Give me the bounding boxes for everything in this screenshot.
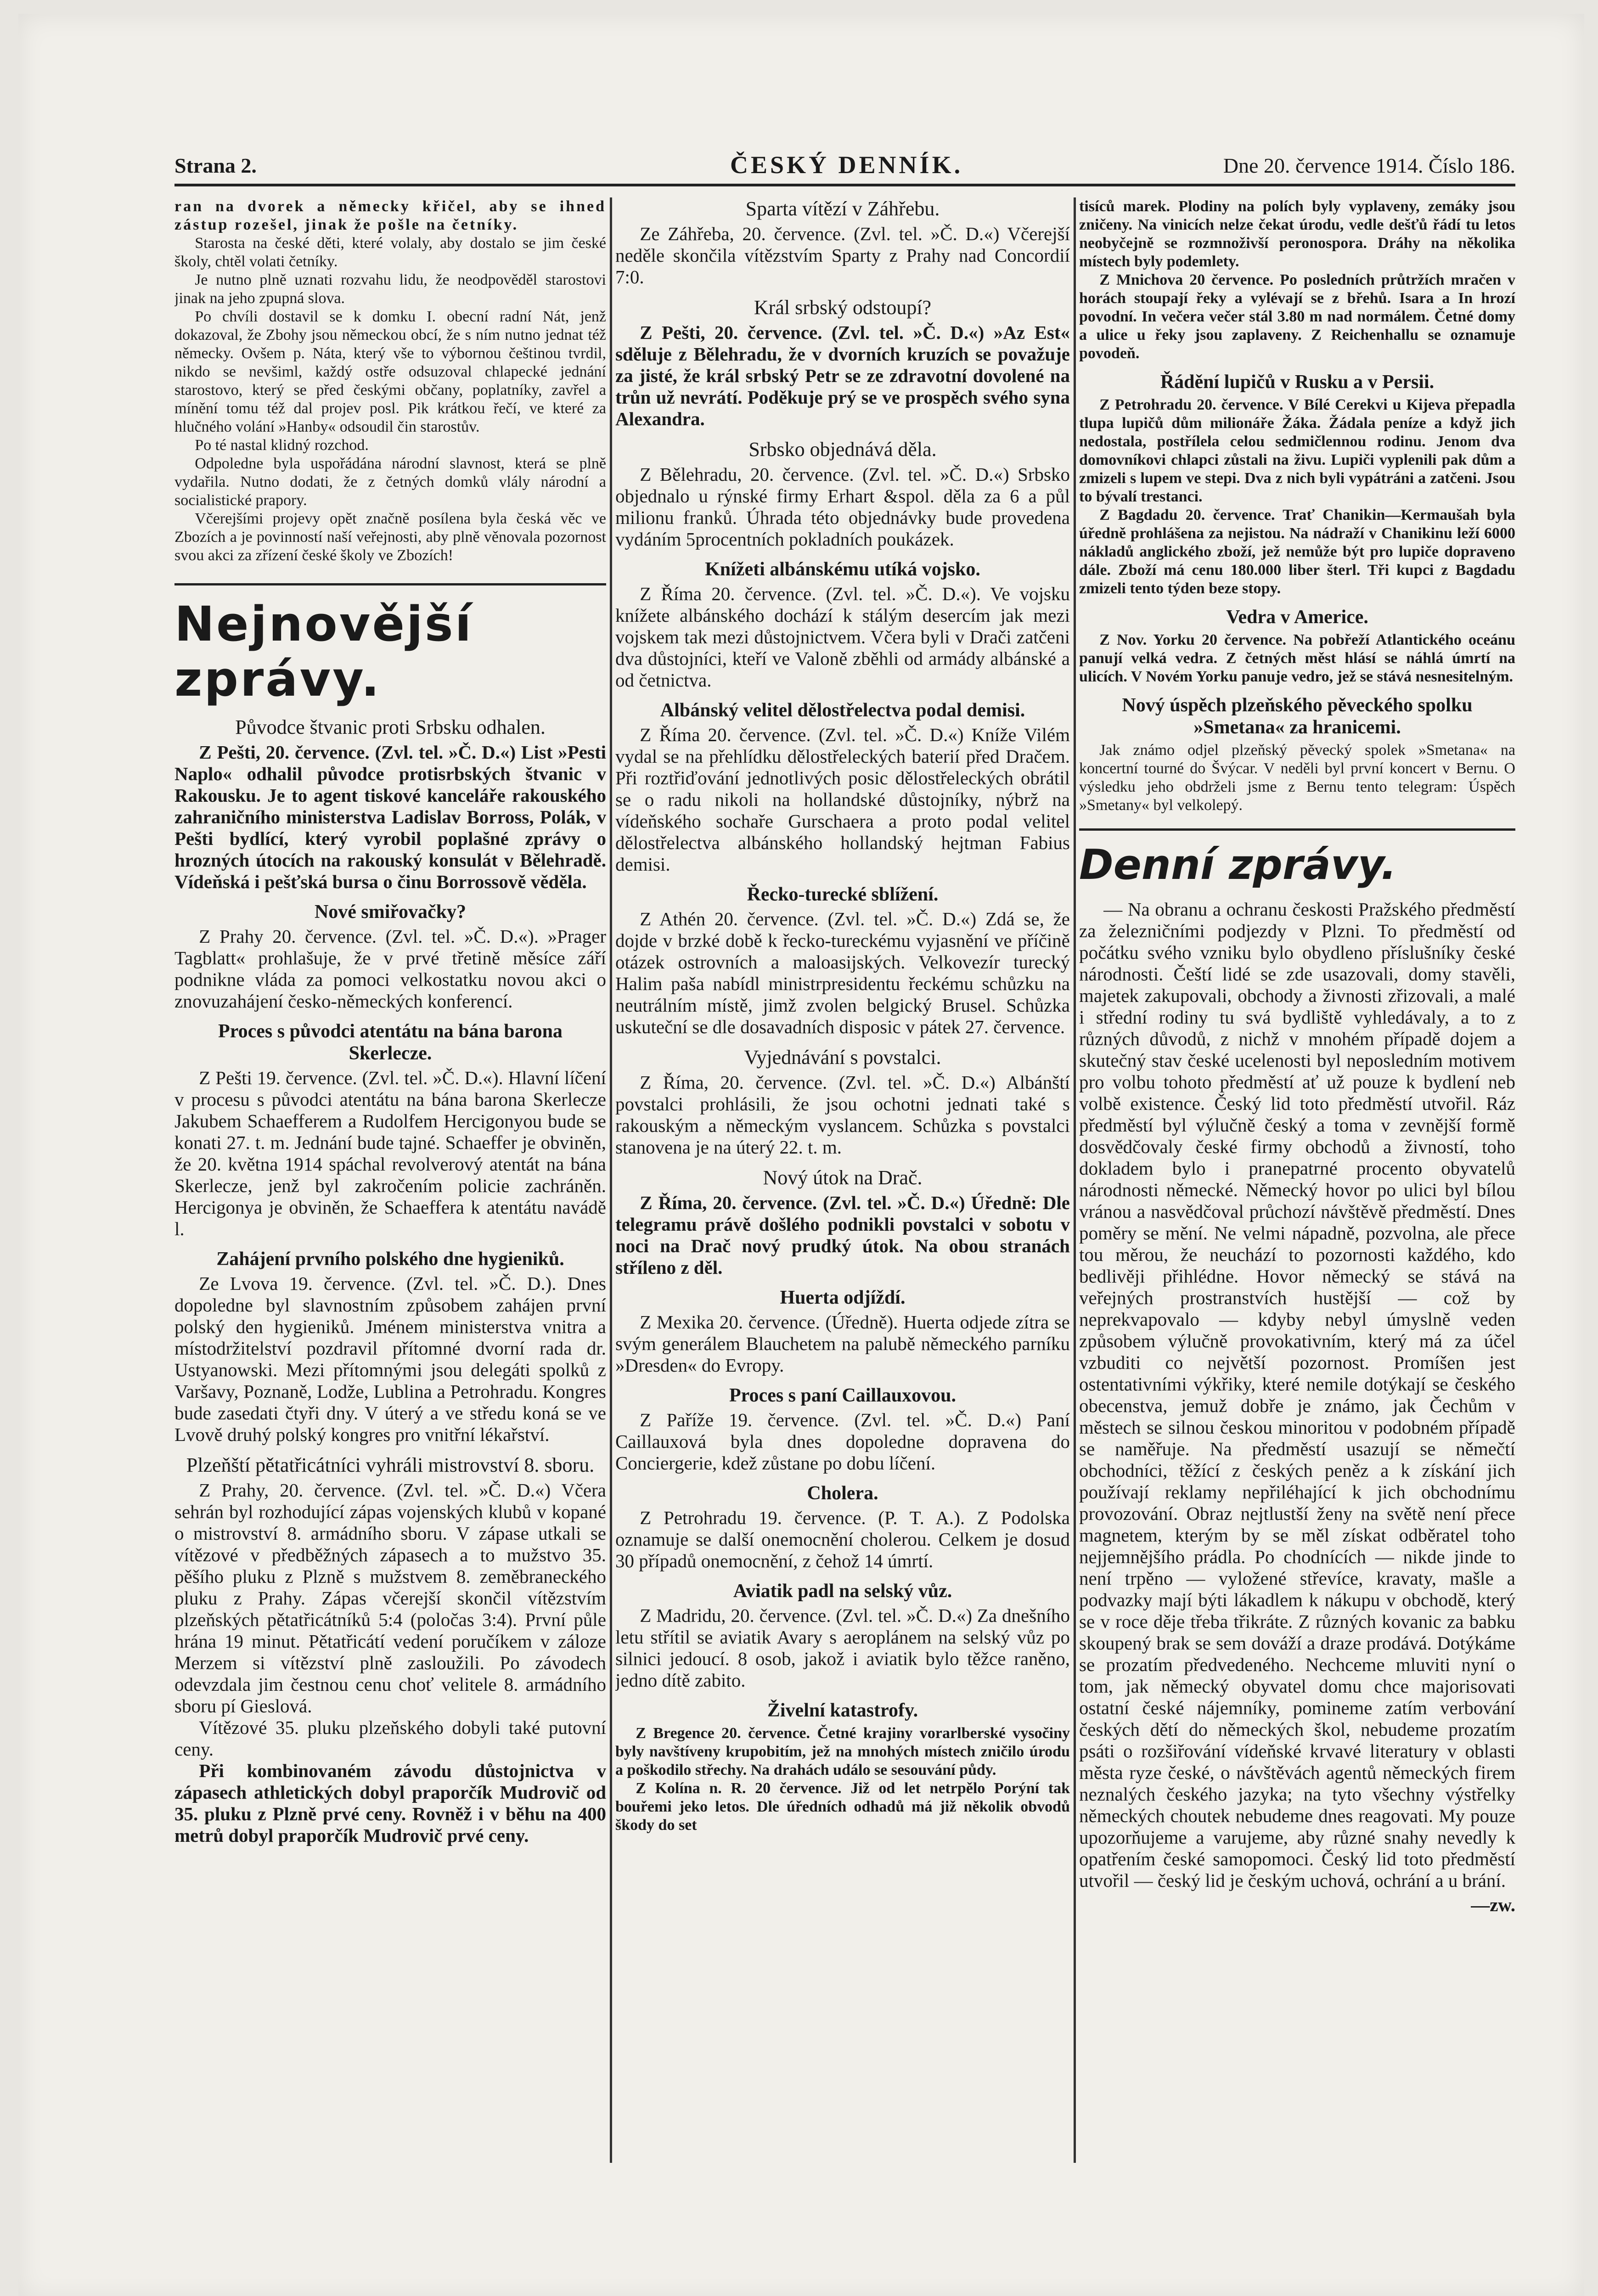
article-paragraph: Po té nastal klidný rozchod. xyxy=(195,437,369,454)
article-paragraph: Starosta na české děti, které volaly, aby dostalo se jim české školy, chtěl volati četníky. xyxy=(174,235,606,270)
article-paragraph: tisíců marek. Plodiny na polích byly vyplaveny, zemáky jsou zničeny. Na vinicích nelze čekat úrodu, vedle dešťů řádí tu letos neobyčejně se rozmnoživší peronospora. Dráhy na několika místech byly podemlety. xyxy=(1079,198,1515,270)
article-headline: Řecko-turecké sblížení. xyxy=(747,884,939,905)
article-paragraph: Je nutno plně uznati rozvahu lidu, že neodpověděl starostovi jinak na jeho zpupná slova. xyxy=(174,271,606,307)
column-2 xyxy=(615,197,1070,2172)
article-paragraph: Z Petrohradu 19. července. (P. T. A.). Z Podolska oznamuje se další onemocnění cholerou. Celkem je dosud 30 případů onemocnění, z čehož 14 úmrtí. xyxy=(615,1507,1070,1571)
column-divider xyxy=(1074,197,1076,2163)
article-headline: Původce štvanic proti Srbsku odhalen. xyxy=(235,716,546,738)
article-paragraph: Z Petrohradu 20. července. V Bílé Cerekvi u Kijeva přepadla tlupa lupičů dům milionáře Žáka. Žádala peníze a když jich nedostala, postřílela celou sedmičlennou rodinu. Jenom dva domovníkovi chlapci zůstali na živu. Lupiči vyplenili pak dům a zmizeli s lupem ve stepi. Dva z nich byli vypátráni a zatčeni. Jsou to bývalí trestanci. xyxy=(1079,396,1515,505)
article-headline: Albánský velitel dělostřelectva podal demisi. xyxy=(660,700,1025,721)
article-paragraph: — Na obranu a ochranu českosti Pražského předměstí za železničními podjezdy v Plzni. To předměstí od počátku svého vzniku bylo obydleno příslušníky české národnosti. Čeští lidé se zde usazovali, domy stavěli, majetek zakupovali, obchody a živnosti zřizovali, a malé i střední rodiny tu svá bydliště vyhledávaly, a to z různých důvodů, z nichž v mnohém případě dojem a skutečný stav české ucelenosti byl neposledním motivem pro volbu tohoto předměstí ať už pouze k bydlení neb volbě existence. Český lid toto předměstí utvořil. Ráz předměstí byl výlučně český a toma v zevnější formě dosvědčovaly české firmy obchodů a živností, toho dokladem bylo i pranepatrné procento obyvatelů národnosti německé. Německý hovor po ulici byl bílou vránou a nasvědčoval průchozí návštěvě předměstí. Dnes poměry se mění. Ne velmi nápadně, pozvolna, ale přece tou měrou, že neuchází to pozornosti každého, kdo bedlivěji přihlédne. Hovor německý se stává na veřejných prostranstvích hustější — což by neprekvapovalo — kdyby nebyl úmyslně veden způsobem výlučně provokativním, který má za účel vzbuditi co největší pozornost. Promíšen jest ostentativními výkřiky, které nemile dotýkají se českého obecenstva, jemuž dobře je známo, jak Čechům v městech se silnou českou minoritou v podobném případě se naměřuje. Na předměstí usazují se němečtí obchodníci, těžící z českých peněz a k získání jich používají reklamy nepřiléhající k jich obchodnímu provozování. Obraz nejtlustší ženy na světě není přece magnetem, kterým by se měl získat odběratel toho nejjemnějšího prádla. Po chodnících — nikde jinde to není trpěno — vyložené střevíce, kravaty, mašle a podvazky mají býti lákadlem k nákupu v obchodě, který se v roce děje třeba třikráte. Z různých kovanic za babku skoupený brak se sem dováží a draze prodává. Dotýkáme se prozatím předvedeného. Nechceme mluviti nyní o tom, jak německý obyvatel domu chce majorisovati ostatní české nájemníky, pomineme zatím verbování českých dětí do německých škol, nebudeme prozatím psáti o rozšiřování vídeňské krvavé literatury v oblasti města ryze české, o návštěvách agentů německých firem neznalých českého jazyka; na tyto všechny výstřelky německých choutek nebudeme dnes reagovati. My pouze upozorňujeme a varujeme, aby různé snahy nevedly k opatřením české samopomoci. Český lid toto předměstí utvořil — český lid je českým uchová, ochrání a u brání. xyxy=(1079,899,1515,1891)
article-headline: Vyjednávání s povstalci. xyxy=(744,1046,941,1069)
article-paragraph: Z Kolína n. R. 20 července. Již od let netrpělo Porýní tak bouřemi jeko letos. Dle úředních odhadů má již několik obvodů škody do set xyxy=(615,1780,1070,1834)
author-signature: —zw. xyxy=(1471,1894,1515,1915)
article-headline: Proces s původci atentátu na bána barona Skerlecze. xyxy=(218,1021,563,1064)
article-headline: Zahájení prvního polského dne hygieniků. xyxy=(216,1249,564,1270)
article-paragraph: Z Říma, 20. července. (Zvl. tel. »Č. D.«) Úředně: Dle telegramu právě došlého podnikli povstalci v sobotu v noci na Drač nový prudký útok. Na obou stranách stříleno z děl. xyxy=(615,1192,1070,1278)
article-paragraph: Ze Záhřeba, 20. července. (Zvl. tel. »Č. D.«) Včerejší neděle skončila vítězstvím Sparty z Prahy nad Concordií 7:0. xyxy=(615,223,1070,287)
article-paragraph: Z Pešti, 20. července. (Zvl. tel. »Č. D.«) »Az Est« sděluje z Bělehradu, že v dvorních kruzích se považuje za jisté, že král srbský Petr se ze zdravotní dovolené na trůn už nevrátí. Poděkuje prý se ve prospěch svého syna Alexandra. xyxy=(615,322,1070,429)
article-headline: Plzeňští pětatřicátníci vyhráli mistrovství 8. sboru. xyxy=(186,1454,595,1476)
article-paragraph: Z Pešti 19. července. (Zvl. tel. »Č. D.«). Hlavní líčení v procesu s původci atentátu na bána barona Skerlecze Jakubem Schaefferem a Rudolfem Hercigonyou bude se konati 27. t. m. Jednání bude tajné. Schaeffer je obviněn, že 20. května 1914 spáchal revolverový atentát na bána Skerlecze, jenž byl zakročením policie zachráněn. Hercigonya je obviněn, že Schaeffera k atentátu navádě l. xyxy=(174,1067,606,1239)
article-paragraph: Z Říma, 20. července. (Zvl. tel. »Č. D.«) Albánští povstalci prohlásili, že jsou ochotni jednati také s rakouským a německým vyslancem. Schůzka s povstalci stanovena je na úterý 22. t. m. xyxy=(615,1072,1070,1158)
article-paragraph: Z Paříže 19. července. (Zvl. tel. »Č. D.«) Paní Caillauxová byla dnes dopoledne dopravena do Conciergerie, kdež zůstane po dobu líčení. xyxy=(615,1409,1070,1474)
article-headline: Král srbský odstoupí? xyxy=(754,296,932,319)
article-headline: Nový útok na Drač. xyxy=(763,1166,923,1189)
section-title-latest-news: Nejnovější zprávy. xyxy=(174,583,606,707)
article-headline: Nový úspěch plzeňského pěveckého spolku »Smetana« za hranicemi. xyxy=(1122,695,1473,738)
article-paragraph: Z Mexika 20. července. (Úředně). Huerta odjede zítra se svým generálem Blauchetem na palubě německého parníku »Dresden« do Evropy. xyxy=(615,1311,1070,1376)
article-paragraph: Při kombinovaném závodu důstojnictva v zápasech athletických dobyl praporčík Mudrovič od 35. pluku z Plzně prvé ceny. Rovněž i v běhu na 400 metrů dobyl praporčík Mudrovič prvé ceny. xyxy=(174,1760,606,1846)
article-headline: Vedra v Americe. xyxy=(1226,607,1368,628)
article-paragraph: Z Prahy 20. července. (Zvl. tel. »Č. D.«). »Prager Tagblatt« prohlašuje, že v prvé třetině měsíce září podnikne vláda za pomoci velkostatku novou akci o znovuzahájení česko-německých konferencí. xyxy=(174,926,606,1012)
newspaper-page xyxy=(18,14,1584,2296)
issue-date: Dne 20. července 1914. Číslo 186. xyxy=(1223,154,1515,177)
article-headline: Řádění lupičů v Rusku a v Persii. xyxy=(1160,371,1435,393)
article-headline: Huerta odjíždí. xyxy=(780,1287,906,1308)
article-paragraph: Z Říma 20. července. (Zvl. tel. »Č. D.«) Kníže Vilém vydal se na přehlídku dělostřeleckých baterií před Dračem. Při roztřiďování jednotlivých posic dělostřeleckých obrátil se o radu nikoli na hollandské důstojníky, nýbrž na vídeňského sochaře Gurschaera a proto podal velitel dělostřelectva albánského hollandský hejtman Fabius demisi. xyxy=(615,724,1070,875)
article-paragraph: Z Prahy, 20. července. (Zvl. tel. »Č. D.«) Včera sehrán byl rozhodující zápas vojenských klubů v kopané o mistrovství 8. armádního sboru. V zápase utkali se vítězové v předběžných zápasech a to mužstvo 35. pěšího pluku z Plzně s mužstvem 8. zeměbraneckého pluku z Prahy. Zápas včerejší skončil vítězstvím plzeňských pětatřicátníků 5:4 (poločas 3:4). První půle hrána 19 minut. Pětatřicátí vedení poručíkem v záloze Merzem si vítězství plně zasloužili. Po závodech odevzdala jim čestnou cenu choť velitele 8. armádního sboru pí Gieslová. xyxy=(174,1480,606,1716)
article-headline: Knížeti albánskému utíká vojsko. xyxy=(705,559,980,580)
column-3 xyxy=(1079,197,1515,2172)
article-headline: Aviatik padl na selský vůz. xyxy=(733,1581,952,1602)
page-number: Strana 2. xyxy=(174,154,257,177)
article-paragraph: Z Říma 20. července. (Zvl. tel. »Č. D.«). Ve vojsku knížete albánského dochází k stálým desercím jak mezi vojskem tak mezi důstojnictvem. Včera byli v Drači zatčeni dva důstojníci, kteří ve Valoně zběhli od armády albánské a od četnictva. xyxy=(615,583,1070,691)
section-title-daily-news: Denní zprávy. xyxy=(1079,828,1515,890)
article-paragraph: Z Mnichova 20 července. Po posledních průtržích mračen v horách stoupají řeky a vylévají se z břehů. Isara a In hrozí povodní. In večera večer stál 3.80 m nad normálem. Četné domy a ulice u řeky jsou zaplaveny. Z Reichenhallu se oznamuje povodeň. xyxy=(1079,271,1515,362)
article-headline: Cholera. xyxy=(807,1483,878,1504)
article-paragraph: Z Madridu, 20. července. (Zvl. tel. »Č. D.«) Za dnešního letu střítil se aviatik Avary s aeroplánem na selský vůz po silnici jedoucí. 8 osob, jakož i aviatik bylo těžce raněno, jedno dítě zabito. xyxy=(615,1605,1070,1691)
article-paragraph: Včerejšími projevy opět značně posílena byla česká věc ve Zbozích a je povinností naší veřejnosti, aby plně věnovala pozornost svou akci za zřízení české školy ve Zbozích! xyxy=(174,510,606,564)
article-headline: Proces s paní Caillauxovou. xyxy=(729,1385,956,1406)
column-divider xyxy=(610,197,612,2163)
article-paragraph: Jak známo odjel plzeňský pěvecký spolek »Smetana« na koncertní tourné do Švýcar. V neděli byl první koncert v Bernu. O výsledku jeho obdrželi jsme z Bernu tento telegram: Úspěch »Smetany« byl velkolepý. xyxy=(1079,742,1515,814)
article-paragraph: Vítězové 35. pluku plzeňského dobyli také putovní ceny. xyxy=(174,1717,606,1760)
article-paragraph: ran na dvorek a německy křičel, aby se ihned zástup rozešel, jinak že pošle na četníky. xyxy=(174,198,606,233)
page-header xyxy=(174,152,1515,186)
article-paragraph: Ze Lvova 19. července. (Zvl. tel. »Č. D.). Dnes dopoledne byl slavnostním způsobem zahájen první polský den hygieniků. Jménem ministerstva vnitra a místodržitelství pozdravil přítomné dvorní rada dr. Ustyanowski. Mezi přítomnými jsou delegáti spolků z Varšavy, Poznaně, Lodže, Lublina a Petrohradu. Kongres bude zasedati čtyři dny. V úterý a ve středu koná se ve Lvově druhý polský kongres pro vnitřní lékařství. xyxy=(174,1273,606,1445)
article-paragraph: Po chvíli dostavil se k domku I. obecní radní Nát, jenž dokazoval, že Zbohy jsou německou obcí, že s ním nutno jednat též německy. Ovšem p. Náta, který vše to výbornou češtinou tvrdil, nikdo se nevšiml, každý ostře odsuzoval chlapecké jednání starostovo, který se před českými občany, poplatníky, zavřel a mínění tomu též dal projev posl. Pik krátkou řečí, ve které za hlučného volání »Hanby« odsoudil čin starostův. xyxy=(174,308,606,435)
masthead-title: ČESKÝ DENNÍK. xyxy=(730,151,963,179)
article-headline: Sparta vítězí v Záhřebu. xyxy=(745,197,940,220)
article-paragraph: Z Athén 20. července. (Zvl. tel. »Č. D.«) Zdá se, že dojde v brzké době k řecko-tureckému vyjasnění ve příčině otázek ostrovních a maloasijských. Velkovezír turecký Halim paša nabídl ministrpresidentu řeckému schůzku na neutrálním místě, jimž zvolen belgický Brusel. Schůzka uskuteční se dle dosavadních disposic v pátek 27. července. xyxy=(615,908,1070,1037)
column-1 xyxy=(174,197,606,2172)
article-headline: Živelní katastrofy. xyxy=(767,1700,918,1721)
article-paragraph: Z Pešti, 20. července. (Zvl. tel. »Č. D.«) List »Pesti Naplo« odhalil původce protisrbských štvanic v Rakousku. Je to agent tiskové kanceláře rakouského zahraničního ministerstva Ladislav Borross, Polák, v Pešti bydlící, který vyrobil poplašné zprávy o hrozných útocích na rakouský konsulát v Bělehradě. Vídeňská i pešťská bursa o činu Borrossově věděla. xyxy=(174,742,606,892)
article-paragraph: Z Nov. Yorku 20 července. Na pobřeží Atlantického oceánu panují velká vedra. Z četných měst hlásí se náhlá úmrtí na ulicích. V Novém Yorku panuje vedro, jež se stává nesnesitelným. xyxy=(1079,631,1515,685)
article-headline: Srbsko objednává děla. xyxy=(748,438,937,461)
article-paragraph: Z Bregence 20. července. Četné krajiny vorarlberské vysočiny byly navštíveny krupobitím, jež na mnohých místech zničilo úrodu a poškodilo střechy. Na drahách událo se sesouvání půdy. xyxy=(615,1725,1070,1778)
article-paragraph: Z Bagdadu 20. července. Trať Chanikin—Kermaušah byla úředně prohlášena za nejistou. Na nádraží v Chanikinu leží 6000 nákladů anglického zboží, jež nemůže být pro lupiče dopraveno dále. Zboží má cenu 180.000 liber šterl. Tři kupci z Bagdadu zmizeli tento týden beze stopy. xyxy=(1079,506,1515,597)
article-paragraph: Z Bělehradu, 20. července. (Zvl. tel. »Č. D.«) Srbsko objednalo u rýnské firmy Erhart &spol. děla za 6 a půl milionu franků. Úhrada této objednávky bude provedena vydáním 5procentních pokladních poukázek. xyxy=(615,464,1070,550)
article-paragraph: Odpoledne byla uspořádána národní slavnost, která se plně vydařila. Nutno dodati, že z četných domků vlály národní a socialistické prapory. xyxy=(174,455,606,509)
article-headline: Nové smiřovačky? xyxy=(314,901,467,923)
